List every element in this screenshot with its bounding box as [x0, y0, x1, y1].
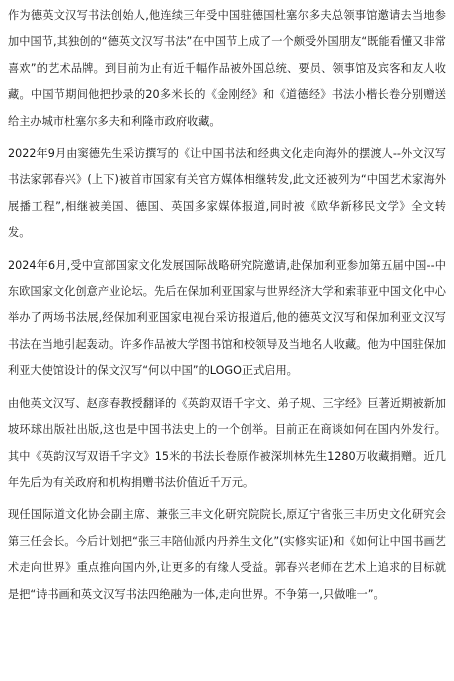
paragraph-4: 由他英文汉写、赵彦春教授翻译的《英韵双语千字文、弟子规、三字经》巨著近期被新加坡环球出版社出版,这也是中国书法史上的一个创举。目前正在商谈如何在国内外发行。其中《英韵汉写双语千字文》15米的书法长卷原作被深圳林先生1280万收藏捐赠。近几年先后为有关政府和机构捐赠书法价值近千万元。 — [8, 396, 446, 489]
paragraph-3: 2024年6月,受中宣部国家文化发展国际战略研究院邀请,赴保加利亚参加第五届中国--中东欧国家文化创意产业论坛。先后在保加利亚国家与世界经济大学和索菲亚中国文化中心举办了两场书法展,经保加利亚国家电视台采访报道后,他的德英文汉写和保加利亚文汉写书法在当地引起轰动。许多作品被大学图书馆和校领导及当地名人收藏。他为中国驻保加利亚大使馆设计的保文汉写“何以中国”的LOGO正式启用。 — [8, 258, 446, 378]
paragraph-1: 作为德英文汉写书法创始人,他连续三年受中国驻德国杜塞尔多夫总领事馆邀请去当地参加中国节,其独创的“德英文汉写书法”在中国节上成了一个颇受外国朋友“既能看懂又非常喜欢”的艺术品牌。到目前为止有近千幅作品被外国总统、要员、领事馆及宾客和友人收藏。中国节期间他把抄录的20多米长的《金刚经》和《道德经》书法小楷长卷分别赠送给主办城市杜塞尔多夫和利隆市政府收藏。 — [8, 9, 446, 128]
paragraph-2: 2022年9月由窦德先生采访撰写的《让中国书法和经典文化走向海外的摆渡人--外文汉写书法家郭春兴》(上下)被首市国家有关官方媒体相继转发,此文还被列为“中国艺术家海外展播工程”,相继被美国、德国、英国多家媒体报道,同时被《欧华新移民文学》全文转发。 — [8, 147, 446, 240]
paragraph-5: 现任国际道文化协会副主席、兼张三丰文化研究院院长,原辽宁省张三丰历史文化研究会第三任会长。今后计划把“张三丰陪仙派内丹养生文化”(实修实证)和《如何让中国书画艺术走向世界》重点推向国内外,让更多的有缘人受益。郭春兴老师在艺术上追求的目标就是把“诗书画和英文汉写书法四绝融为一体,走向世界。不争第一,只做唯一”。 — [8, 508, 446, 601]
